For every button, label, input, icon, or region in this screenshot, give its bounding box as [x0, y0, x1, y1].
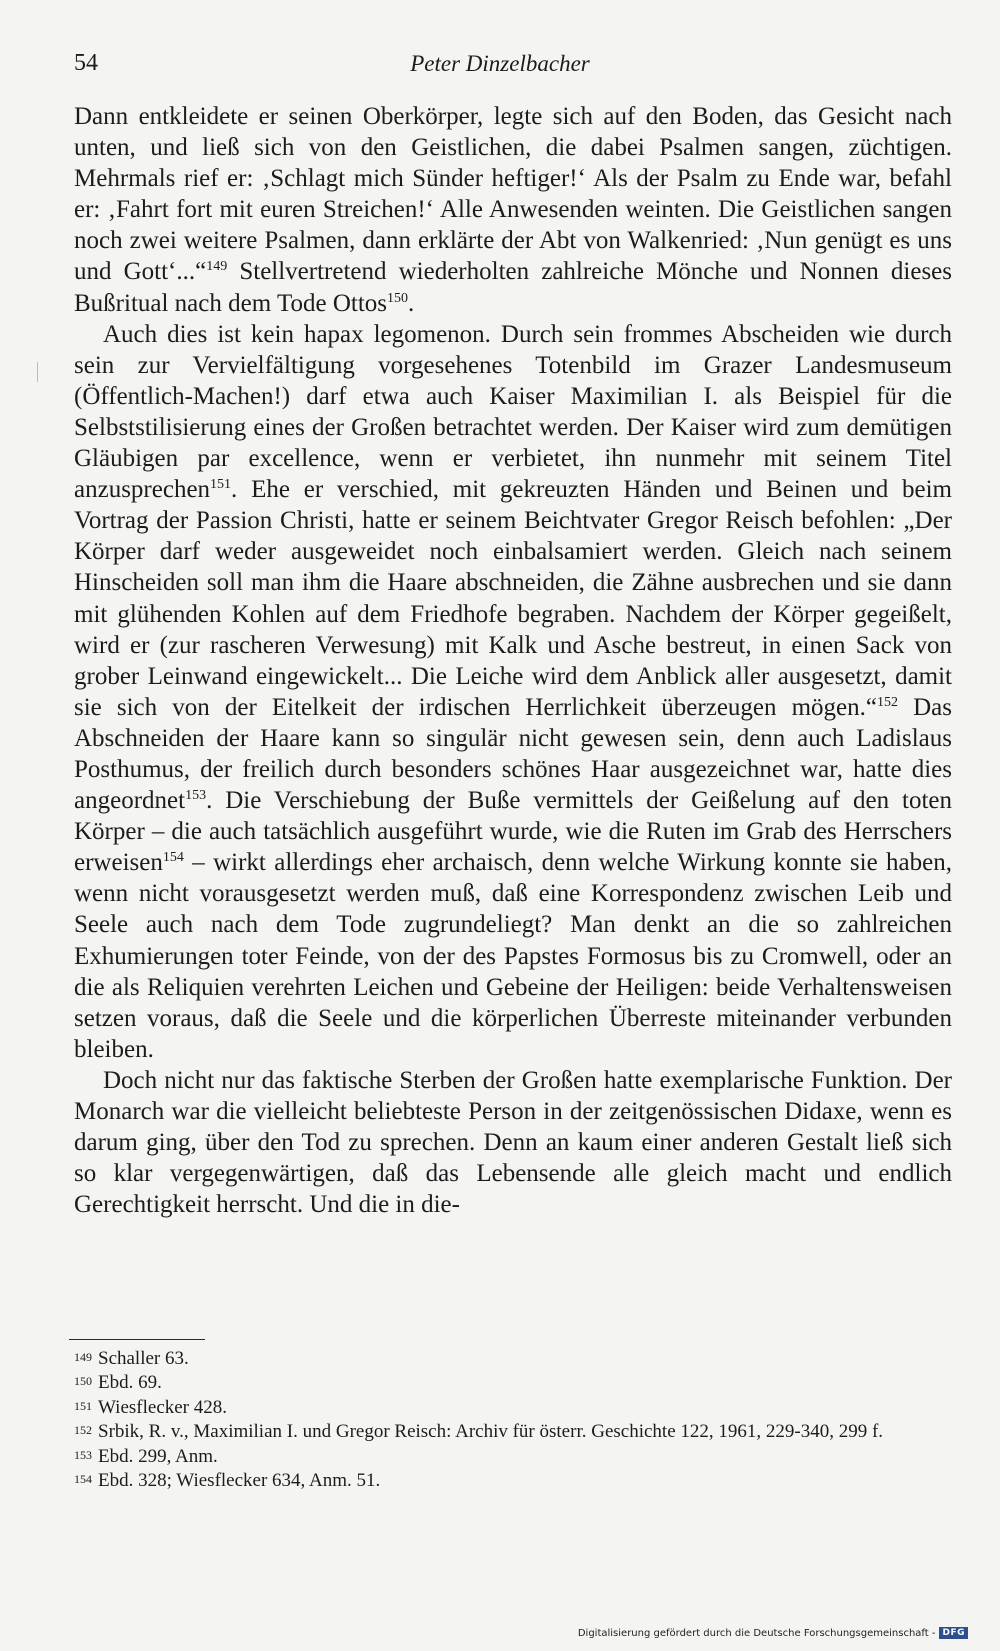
digitization-credit — [578, 1627, 968, 1639]
margin-pencil-mark — [37, 362, 38, 382]
footnotes — [74, 1347, 952, 1493]
footnote-ref[interactable]: 154 — [162, 850, 184, 866]
credit-text: Digitalisierung gefördert durch die Deutsche Forschungsgemeinschaft - — [577, 1627, 936, 1639]
paragraph-2: Auch dies ist kein hapax legomenon. Durch sein frommes Abscheiden wie durch sein zur Vervielfältigung vorgesehenes Totenbild im Grazer Landesmuseum (Öffentlich-Machen!) darf etwa auch Kaiser Maximilian I. als Beispiel für die Selbststilisierung eines der Großen betrachtet werden. Der Kaiser wird zum demütigen Gläubigen par excellence, wenn er verbietet, ihn nunmehr mit seinem Titel anzusprechen$^{151}$. Ehe er verschied, mit gekreuzten Händen und Beinen und beim Vortrag der Passion Christi, hatte er seinem Beichtvater Gregor Reisch befohlen: „Der Körper darf weder ausgeweidet noch einbalsamiert werden. Gleich nach seinem Hinscheiden soll man ihm die Haare abschneiden, die Zähne ausbrechen und sie dann mit glühenden Kohlen auf dem Friedhofe begraben. Nachdem der Körper gegeißelt, wird er (zur rascheren Verwesung) mit Kalk und Asche bestreut, in einen Sack von grober Leinwand eingewickelt... Die Leiche wird dem Anblick aller ausgesetzt, damit sie sich von der Eitelkeit der irdischen Herrlichkeit überzeugen mögen.“$^{152}$ Das Abschneiden der Haare kann so singulär nicht gewesen sein, denn auch Ladislaus Posthumus, der freilich durch besonders schönes Haar ausgezeichnet war, hatte dies angeordnet$^{153}$. Die Verschiebung der Buße vermittels der Geißelung auf den toten Körper – die auch tatsächlich ausgeführt wurde, wie die Ruten im Grab des Herrschers erweisen$^{154}$ – wirkt allerdings eher archaisch, denn welche Wirkung konnte sie haben, wenn nicht vorausgesetzt werden muß, daß eine Korrespondenz zwischen Leib und Seele auch nach dem Tode zugrundeliegt? Man denkt an die so zahlreichen Exhumierungen toter Feinde, von der des Papstes Formosus bis zu Cromwell, oder an die als Reliquien verehrten Leichen und Gebeine der Heiligen: beide Verhaltensweisen setzen voraus, daß die Seele und die körperlichen Überreste miteinander verbunden bleiben. — [74, 320, 952, 1063]
footnote-number: 150 — [74, 1374, 92, 1389]
footnote — [74, 1347, 952, 1371]
footnote-ref[interactable]: 153 — [185, 788, 207, 804]
footnote-number: 154 — [74, 1472, 92, 1487]
footnote-text: Ebd. 299, Anm. — [98, 1445, 218, 1467]
footnote-ref[interactable]: 152 — [877, 694, 899, 710]
footnote-ref[interactable]: 150 — [387, 290, 409, 306]
footnote-rule — [69, 1339, 205, 1340]
footnote-number: 152 — [74, 1423, 92, 1438]
footnote-text: Ebd. 328; Wiesflecker 634, Anm. 51. — [98, 1470, 381, 1492]
footnote-text: Srbik, R. v., Maximilian I. und Gregor Reisch: Archiv für österr. Geschichte 122, 1961, 229-340, 299 f. — [98, 1421, 884, 1443]
footnote — [74, 1445, 952, 1469]
running-head: Peter Dinzelbacher — [410, 51, 590, 76]
page-number: 54 — [74, 50, 98, 76]
footnote — [74, 1469, 952, 1493]
footnote-number: 149 — [74, 1350, 92, 1364]
footnote-text: Schaller 63. — [98, 1348, 189, 1369]
footnote-ref[interactable]: 149 — [206, 259, 228, 275]
footnote — [74, 1420, 952, 1444]
dfg-logo: DFG — [939, 1627, 968, 1639]
footnote — [74, 1371, 952, 1395]
body-text — [74, 101, 952, 1220]
footnote-text: Wiesflecker 428. — [98, 1396, 228, 1418]
footnote-number: 151 — [74, 1398, 92, 1413]
paragraph-3: Doch nicht nur das faktische Sterben der Großen hatte exemplarische Funktion. Der Monarch war die vielleicht beliebteste Person in der zeitgenössischen Didaxe, wenn es darum ging, über den Tod zu sprechen. Denn an kaum einer anderen Gestalt ließ sich so klar vergegenwärtigen, daß das Lebensende alle gleich macht und endlich Gerechtigkeit herrscht. Und die in die- — [74, 1066, 952, 1219]
footnote-ref[interactable]: 151 — [210, 477, 232, 493]
footnote-text: Ebd. 69. — [98, 1372, 162, 1394]
paragraph-1: Dann entkleidete er seinen Oberkörper, legte sich auf den Boden, das Gesicht nach unten, und ließ sich von den Geistlichen, die dabei Psalmen sangen, züchtigen. Mehrmals rief er: ‚Schlagt mich Sünder heftiger!‘ Als der Psalm zu Ende war, befahl er: ‚Fahrt fort mit euren Streichen!‘ Alle Anwesenden weinten. Die Geistlichen sangen noch zwei weitere Psalmen, dann erklärte der Abt von Walkenried: ‚Nun genügt es uns und Gott‘...“$^{149}$ Stellvertretend wiederholten zahlreiche Mönche und Nonnen dieses Bußritual nach dem Tode Ottos$^{150}$. — [74, 103, 952, 317]
footnote-number: 153 — [74, 1447, 92, 1462]
footnote — [74, 1396, 952, 1420]
